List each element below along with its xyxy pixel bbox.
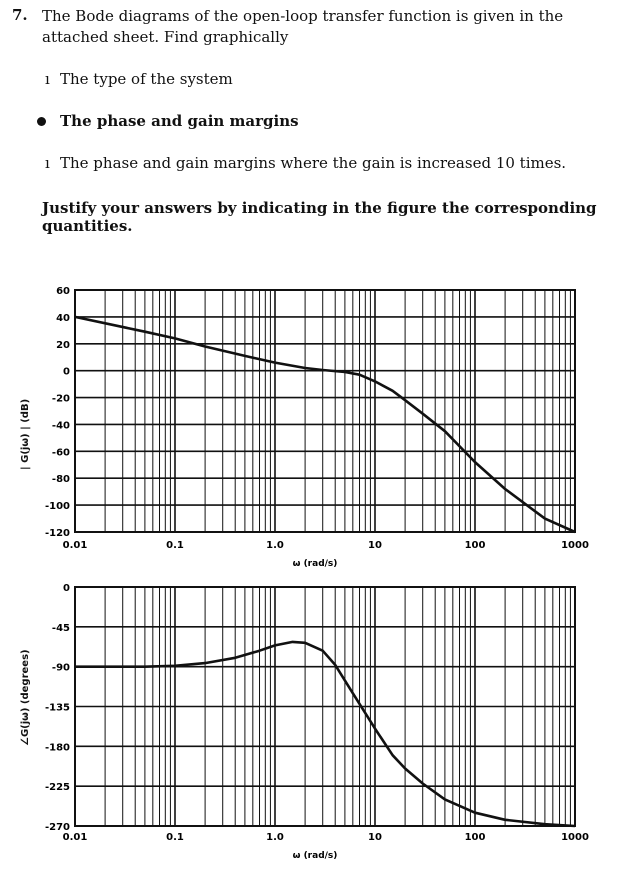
- x-tick-label: 0.1: [166, 540, 184, 551]
- y-tick-label: -60: [51, 447, 70, 459]
- plot-frame: [75, 290, 575, 532]
- y-tick-label: -180: [44, 742, 70, 754]
- x-tick-label: 10: [368, 832, 382, 843]
- y-tick-label: 0: [63, 583, 70, 594]
- x-axis-label: ω (rad/s): [292, 851, 338, 861]
- x-tick-label: 0.01: [62, 540, 88, 551]
- phase-y-axis-label: ∠G(jω) (degrees): [20, 649, 31, 746]
- question-text: The Bode diagrams of the open-loop transfer function is given in the attached sheet. Find graphically: [42, 7, 564, 46]
- y-tick-label: -80: [51, 474, 70, 486]
- x-tick-label: 1.0: [266, 540, 284, 551]
- y-tick-label: 40: [56, 312, 70, 324]
- list-item-text: The phase and gain margins where the gain is increased 10 times.: [60, 154, 567, 172]
- y-tick-label: 20: [56, 339, 70, 351]
- x-tick-label: 0.01: [62, 832, 88, 843]
- y-tick-label: 60: [56, 286, 70, 297]
- x-axis-label: ω (rad/s): [292, 559, 338, 569]
- x-tick-label: 1000: [561, 832, 589, 843]
- bullet-mark-icon: ı: [45, 154, 50, 172]
- y-tick-label: -20: [51, 393, 70, 405]
- y-tick-label: -40: [51, 420, 70, 432]
- x-tick-label: 1000: [561, 540, 589, 551]
- y-tick-label: -225: [44, 782, 70, 794]
- y-tick-label: -120: [44, 528, 70, 539]
- x-tick-label: 1.0: [266, 832, 284, 843]
- bullet-mark-icon: ı: [45, 70, 50, 88]
- y-tick-label: -45: [51, 622, 70, 634]
- x-tick-label: 10: [368, 540, 382, 551]
- phase-curve: [75, 642, 575, 826]
- justify-instruction: Justify your answers by indicating in the figure the corresponding quantities.: [42, 199, 597, 235]
- magnitude-y-axis-label: | G(jω) | (dB): [20, 398, 31, 470]
- y-tick-label: -270: [44, 822, 70, 833]
- list-item-text: The type of the system: [60, 70, 233, 88]
- y-tick-label: -100: [44, 501, 70, 513]
- question-number: 7.: [12, 6, 28, 24]
- x-tick-label: 100: [464, 832, 486, 843]
- y-tick-label: -90: [51, 662, 70, 674]
- y-tick-label: 0: [63, 366, 70, 378]
- x-tick-label: 0.1: [166, 832, 184, 843]
- list-item-text: The phase and gain margins: [60, 112, 299, 130]
- y-tick-label: -135: [44, 702, 70, 714]
- x-tick-label: 100: [464, 540, 486, 551]
